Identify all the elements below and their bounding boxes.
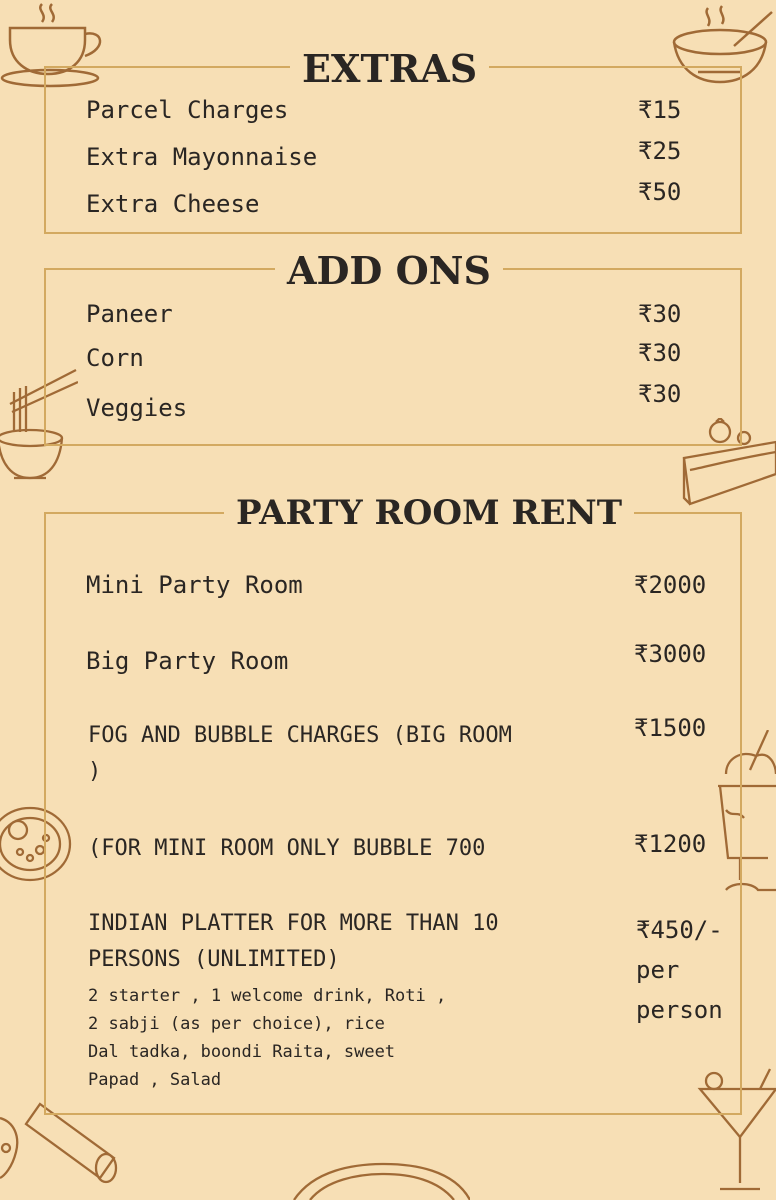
party-item-price: ₹450/- per person — [636, 916, 723, 1024]
addons-item-price: ₹30 — [638, 339, 682, 367]
party-item-name: Big Party Room — [86, 647, 289, 675]
party-item-name: (FOR MINI ROOM ONLY BUBBLE 700 — [88, 836, 486, 861]
addons-item-price: ₹30 — [638, 300, 682, 328]
addons-item-name: Corn — [86, 344, 144, 372]
party-item-name: FOG AND BUBBLE CHARGES (BIG ROOM ) — [88, 723, 512, 784]
party-item-name: INDIAN PLATTER FOR MORE THAN 10 PERSONS (UNLIMITED) — [88, 911, 499, 972]
extras-item-price: ₹25 — [638, 137, 682, 165]
party-item-price: ₹3000 — [634, 640, 707, 668]
platter-detail-line: Dal tadka, boondi Raita, sweet — [88, 1042, 396, 1062]
party-room-title: PARTY ROOM RENT — [224, 496, 634, 530]
party-item-price: ₹1200 — [634, 830, 707, 858]
addons-item-name: Paneer — [86, 300, 173, 328]
addons-item-price: ₹30 — [638, 380, 682, 408]
party-item-price: ₹2000 — [634, 571, 707, 599]
extras-item-name: Extra Cheese — [86, 190, 260, 218]
party-item-name: Mini Party Room — [86, 571, 303, 599]
platter-detail-line: 2 sabji (as per choice), rice — [88, 1014, 385, 1034]
addons-title: ADD ONS — [275, 252, 503, 290]
extras-item-name: Extra Mayonnaise — [86, 143, 318, 171]
extras-item-price: ₹50 — [638, 178, 682, 206]
platter-detail-line: Papad , Salad — [88, 1070, 222, 1090]
extras-item-name: Parcel Charges — [86, 96, 289, 124]
extras-item-price: ₹15 — [638, 96, 682, 124]
extras-title: EXTRAS — [290, 50, 489, 88]
party-item-price: ₹1500 — [634, 714, 707, 742]
addons-item-name: Veggies — [86, 394, 188, 422]
wave-lines-icon — [290, 1160, 470, 1200]
platter-detail-line: 2 starter , 1 welcome drink, Roti , — [88, 986, 447, 1006]
